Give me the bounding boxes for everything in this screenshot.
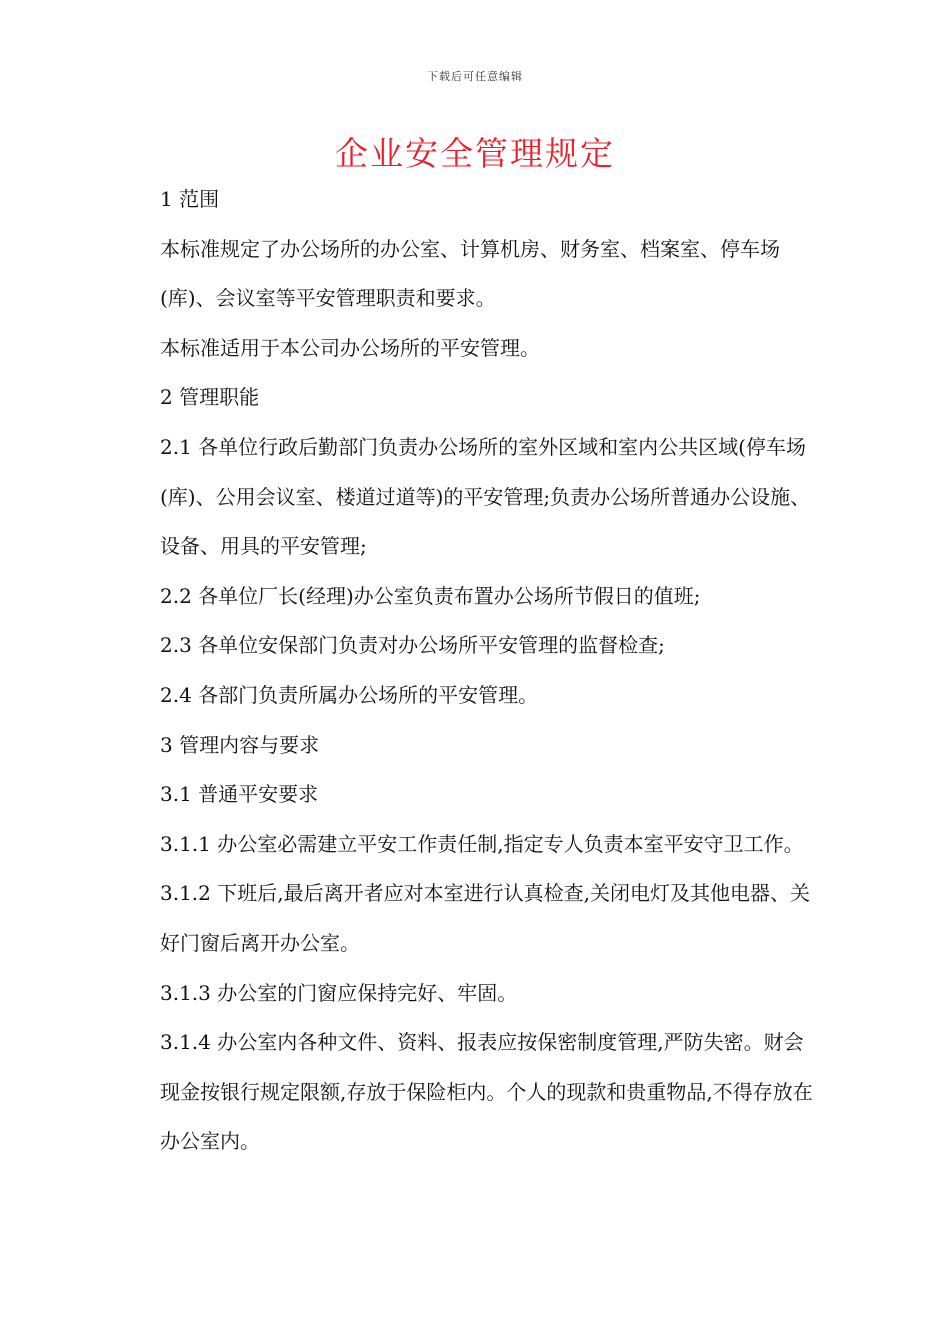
header-note: 下载后可任意编辑	[427, 70, 523, 83]
clause: 2.4 各部门负责所属办公场所的平安管理。	[160, 682, 539, 707]
section-heading-scope: 1 范围	[160, 187, 220, 211]
clause: 3.1.1 办公室必需建立平安工作责任制,指定专人负责本室平安守卫工作。	[160, 831, 804, 856]
page-title: 企业安全管理规定	[335, 134, 615, 173]
clause: 3.1.4 办公室内各种文件、资料、报表应按保密制度管理,严防失密。财会现金按银行规定限额,存放于保险柜内。个人的现款和贵重物品,不得存放在办公室内。	[160, 1030, 813, 1154]
clause: 3.1.2 下班后,最后离开者应对本室进行认真检查,关闭电灯及其他电器、关好门窗后离开办公室。	[160, 881, 810, 955]
clause: 3.1.3 办公室的门窗应保持完好、牢固。	[160, 980, 518, 1005]
paragraph: 本标准适用于本公司办公场所的平安管理。	[160, 335, 540, 360]
paragraph: 本标准规定了办公场所的办公室、计算机房、财务室、档案室、停车场(库)、会议室等平安管理职责和要求。	[160, 236, 780, 311]
subsection-heading: 3.1 普通平安要求	[160, 782, 319, 807]
document-body	[144, 175, 814, 1167]
clause: 2.3 各单位安保部门负责对办公场所平安管理的监督检查;	[160, 633, 665, 658]
clause: 2.2 各单位厂长(经理)办公室负责布置办公场所节假日的值班;	[160, 583, 701, 608]
clause: 2.1 各单位行政后勤部门负责办公场所的室外区域和室内公共区域(停车场(库)、公用会议室、楼道过道等)的平安管理;负责办公场所普通办公设施、设备、用具的平安管理;	[160, 434, 811, 559]
section-heading-duties: 2 管理职能	[160, 385, 260, 410]
section-heading-requirements: 3 管理内容与要求	[160, 732, 320, 757]
